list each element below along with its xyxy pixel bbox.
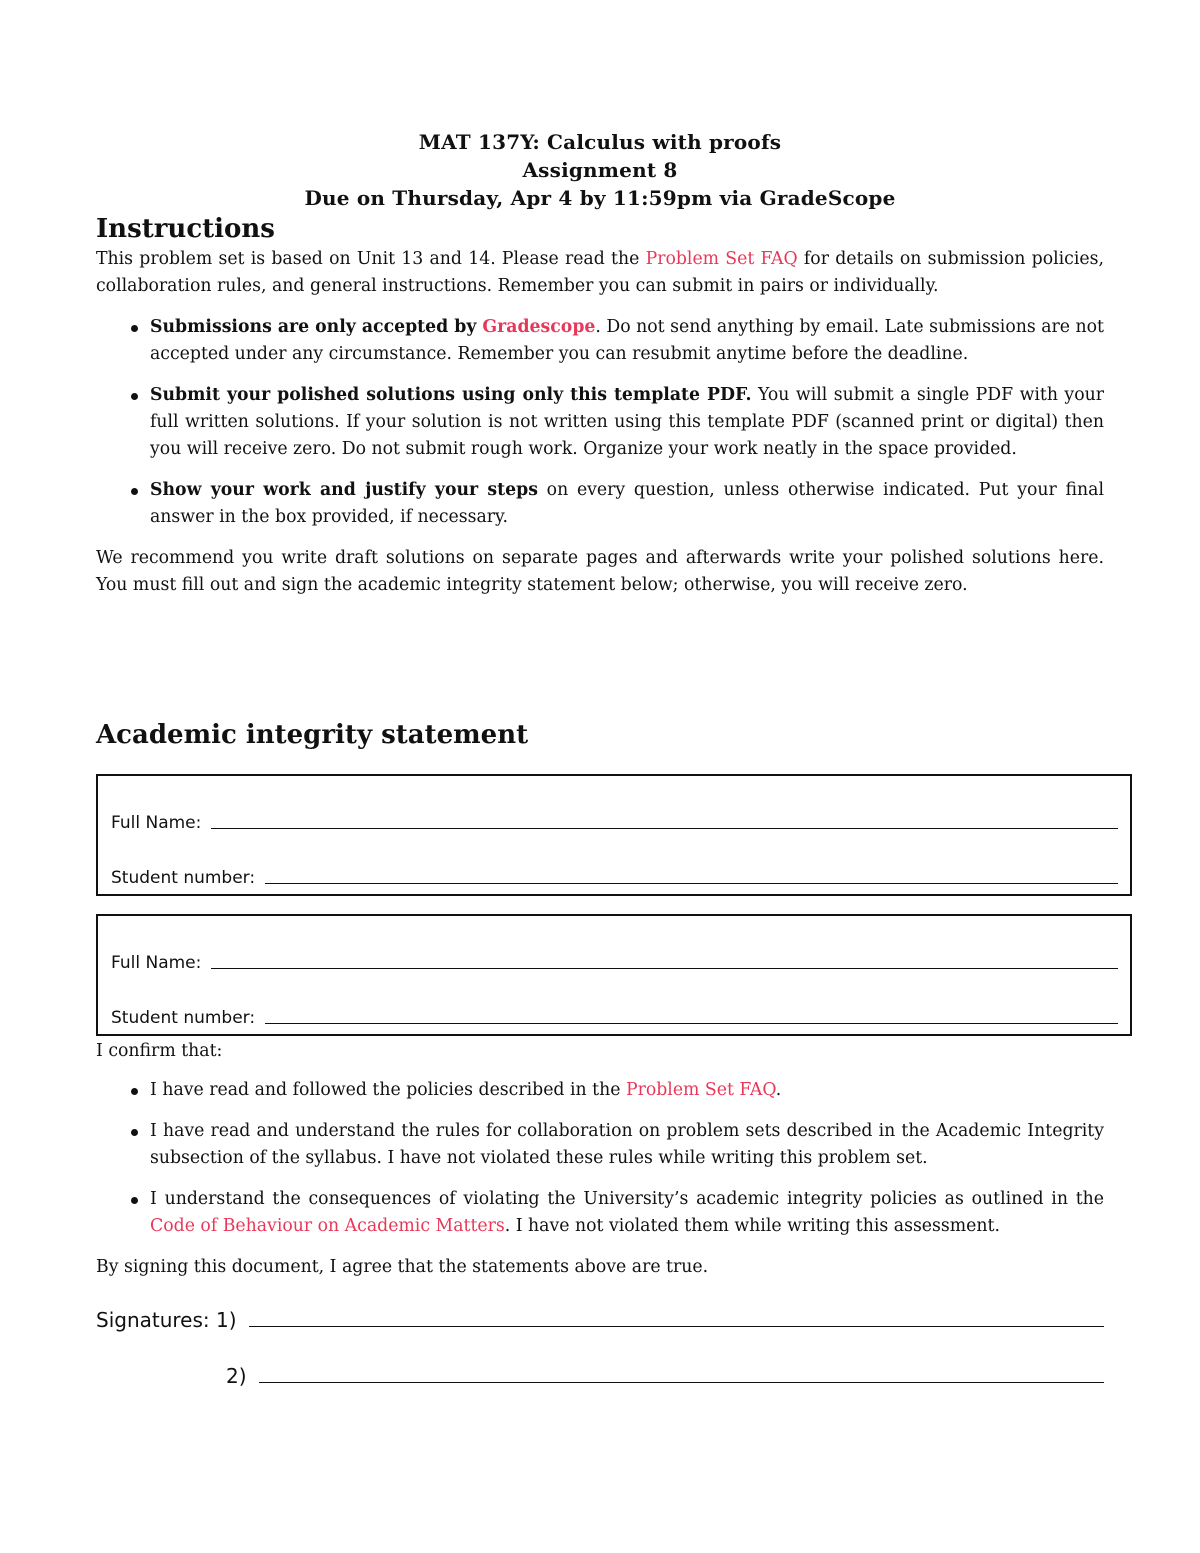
signature-field-1[interactable] (96, 1308, 1104, 1332)
list-item (96, 382, 1104, 463)
signature-line-2[interactable] (259, 1381, 1104, 1383)
student-number-label: Student number: (111, 1008, 256, 1028)
full-name-label: Full Name: (111, 953, 202, 973)
student-info-boxes (96, 774, 1132, 1054)
bullet-text-end: . I have not violated them while writing this assessment. (504, 1216, 1000, 1236)
intro-text-1: This problem set is based on Unit 13 and 14. Please read the (96, 249, 646, 269)
list-item (96, 1118, 1104, 1172)
integrity-heading: Academic integrity statement (96, 720, 529, 750)
student-number-line[interactable] (265, 882, 1118, 884)
student-number-label: Student number: (111, 868, 256, 888)
bullet-text: I have read and followed the policies described in the (150, 1080, 626, 1100)
signature-field-2[interactable] (96, 1364, 1104, 1388)
bullet-text: I understand the consequences of violating the University’s academic integrity policies as outlined in the (150, 1189, 1104, 1209)
bullet-text: . Do not send anything by email. Late submissions are not accepted under any circumstance. Remember you can resubmit anytime before the deadline. (150, 317, 1104, 364)
bullet-icon (131, 393, 138, 400)
bullet-icon (131, 1129, 138, 1136)
confirm-text: I confirm that: (96, 1041, 223, 1061)
full-name-field-2[interactable] (111, 944, 1118, 974)
bullet-bold: Show your work and justify your steps (150, 480, 538, 500)
problem-set-faq-link[interactable]: Problem Set FAQ (645, 249, 798, 269)
assignment-title: Assignment 8 (522, 158, 678, 182)
bullet-icon (131, 488, 138, 495)
intro-text-2: for details on submission policies, collaboration rules, and general instructions. Remember you can submit in pairs or individually. (96, 249, 1104, 296)
bullet-text: I have read and understand the rules for collaboration on problem sets described in the Academic Integrity subsection of the syllabus. I have not violated these rules while writing this problem set. (150, 1121, 1104, 1168)
bullet-icon (131, 1197, 138, 1204)
instructions-bullets (96, 314, 1104, 531)
student-box-2 (96, 914, 1132, 1036)
full-name-line[interactable] (211, 827, 1118, 829)
student-box-1 (96, 774, 1132, 896)
course-title: MAT 137Y: Calculus with proofs (418, 130, 782, 154)
instructions-intro (96, 246, 1104, 300)
bullet-icon (131, 1088, 138, 1095)
agree-text: By signing this document, I agree that the statements above are true. (96, 1257, 709, 1277)
document-header (96, 128, 1104, 212)
problem-set-faq-link[interactable]: Problem Set FAQ (625, 1080, 776, 1100)
full-name-line[interactable] (211, 967, 1118, 969)
list-item (96, 477, 1104, 531)
bullet-bold: Submit your polished solutions using only this template PDF. (150, 385, 752, 405)
code-of-behaviour-link[interactable]: Code of Behaviour on Academic Matters (150, 1216, 505, 1236)
bullet-text: You will submit a single PDF with your full written solutions. If your solution is not written using this template PDF (scanned print or digital) then you will receive zero. Do not submit rough work. Organize your work neatly in the space provided. (150, 385, 1104, 459)
list-item (96, 314, 1104, 368)
bullet-icon (131, 325, 138, 332)
recommend-paragraph: We recommend you write draft solutions on separate pages and afterwards write your polished solutions here. You must fill out and sign the academic integrity statement below; otherwise, you will receive zero. (96, 548, 1104, 595)
student-number-field-1[interactable] (111, 859, 1118, 889)
list-item (96, 1077, 1104, 1104)
instructions-heading: Instructions (96, 214, 275, 244)
bullet-bold: Submissions are only accepted by (150, 317, 483, 337)
gradescope-link[interactable]: Gradescope (482, 317, 596, 337)
confirm-bullets (96, 1077, 1104, 1240)
full-name-label: Full Name: (111, 813, 202, 833)
full-name-field-1[interactable] (111, 804, 1118, 834)
student-number-field-2[interactable] (111, 999, 1118, 1029)
signature-2-label: 2) (226, 1364, 247, 1388)
student-number-line[interactable] (265, 1022, 1118, 1024)
list-item (96, 1186, 1104, 1240)
confirm-block (96, 1038, 1104, 1281)
document-page (96, 128, 1104, 1388)
bullet-text-end: . (775, 1080, 782, 1100)
signature-line-1[interactable] (249, 1325, 1104, 1327)
bullet-text: on every question, unless otherwise indicated. Put your final answer in the box provided, if necessary. (150, 480, 1104, 527)
due-date: Due on Thursday, Apr 4 by 11:59pm via GradeScope (304, 186, 896, 210)
signatures-label: Signatures: 1) (96, 1308, 237, 1332)
